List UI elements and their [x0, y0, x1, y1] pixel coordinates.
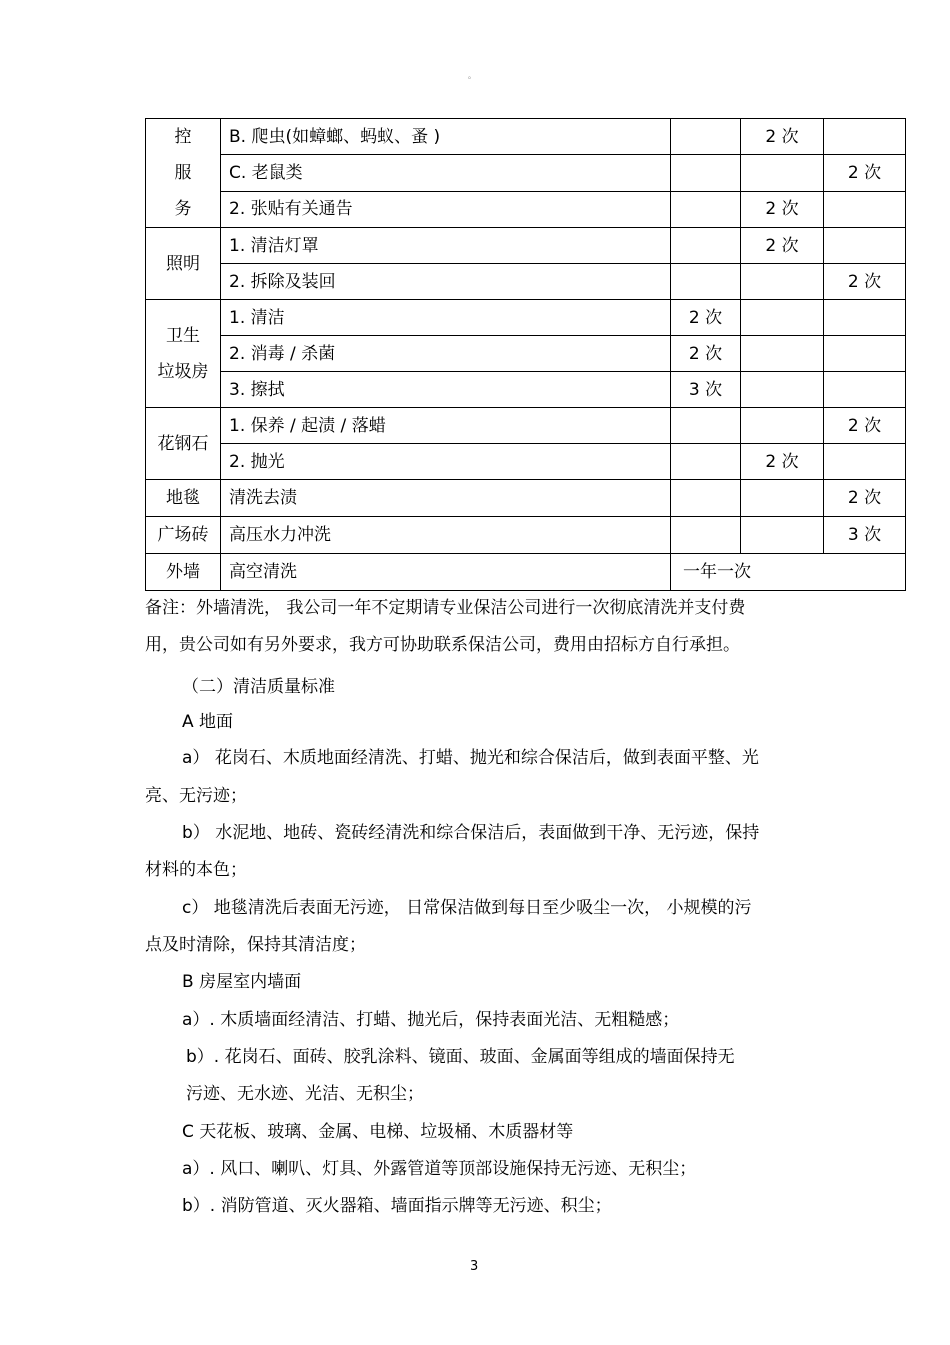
count-cell: [741, 300, 824, 336]
item-cell: 1. 清洁灯罩: [221, 228, 671, 264]
note-line-1: 备注：外墙清洗， 我公司一年不定期请专业保洁公司进行一次彻底清洗并支付费: [145, 598, 746, 618]
cleaning-schedule-table: [145, 118, 906, 591]
page-number: 3: [470, 1259, 479, 1274]
count-cell: 2 次: [671, 336, 741, 372]
count-cell: [671, 119, 741, 155]
count-cell: 2 次: [671, 300, 741, 336]
category-cell: 广场砖: [146, 517, 221, 554]
count-cell: [671, 444, 741, 480]
para-Bb1: b）. 花岗石、面砖、胶乳涂料、镜面、玻面、金属面等组成的墙面保持无: [186, 1047, 735, 1067]
category-label: 控 服 务: [174, 127, 192, 219]
category-label: 卫生 垃圾房: [157, 325, 209, 382]
table-row: [146, 336, 906, 372]
count-cell: 2 次: [824, 480, 906, 517]
count-cell: 2 次: [741, 228, 824, 264]
count-cell: [671, 264, 741, 300]
item-cell: C. 老鼠类: [221, 155, 671, 191]
category-cell: 照明: [146, 228, 221, 300]
count-cell: [671, 408, 741, 444]
table-row: [146, 264, 906, 300]
count-cell: 2 次: [824, 155, 906, 191]
count-cell: [824, 119, 906, 155]
table-row: [146, 228, 906, 264]
para-b1: b） 水泥地、地砖、瓷砖经清洗和综合保洁后，表面做到干净、无污迹，保持: [182, 823, 760, 843]
count-cell: [671, 517, 741, 554]
header-mark: 。: [468, 71, 476, 80]
count-cell: [824, 444, 906, 480]
count-cell: [671, 155, 741, 191]
para-Ca: a）. 风口、喇叭、灯具、外露管道等顶部设施保持无污迹、无积尘；: [182, 1159, 697, 1179]
category-cell: 花钢石: [146, 408, 221, 480]
item-cell: 清洗去渍: [221, 480, 671, 517]
count-cell: 2 次: [824, 408, 906, 444]
item-cell: 2. 抛光: [221, 444, 671, 480]
para-c1: c） 地毯清洗后表面无污迹， 日常保洁做到每日至少吸尘一次， 小规模的污: [182, 898, 752, 918]
count-cell: [671, 480, 741, 517]
count-cell: [671, 191, 741, 227]
table-row: [146, 300, 906, 336]
item-cell: 3. 擦拭: [221, 372, 671, 408]
item-cell: 1. 清洁: [221, 300, 671, 336]
table-row: [146, 517, 906, 554]
para-a1: a） 花岗石、木质地面经清洗、打蜡、抛光和综合保洁后，做到表面平整、光: [182, 748, 759, 768]
merged-count-cell: 一年一次: [671, 554, 906, 591]
para-c2: 点及时清除，保持其清洁度；: [145, 935, 366, 955]
count-cell: [824, 372, 906, 408]
para-Cb: b）. 消防管道、灭火器箱、墙面指示牌等无污迹、积尘；: [182, 1196, 612, 1216]
item-cell: 2. 消毒 / 杀菌: [221, 336, 671, 372]
count-cell: [824, 191, 906, 227]
count-cell: [741, 155, 824, 191]
count-cell: [824, 336, 906, 372]
category-cell: 外墙: [146, 554, 221, 591]
para-a2: 亮、无污迹；: [145, 786, 247, 806]
count-cell: [671, 228, 741, 264]
count-cell: [741, 264, 824, 300]
item-cell: 2. 张贴有关通告: [221, 191, 671, 227]
count-cell: 2 次: [741, 444, 824, 480]
para-Ba: a）. 木质墙面经清洁、打蜡、抛光后，保持表面光洁、无粗糙感；: [182, 1010, 680, 1030]
table-row: [146, 191, 906, 227]
count-cell: 3 次: [824, 517, 906, 554]
count-cell: [741, 408, 824, 444]
para-b2: 材料的本色；: [145, 860, 247, 880]
table-row: [146, 480, 906, 517]
category-cell: [146, 119, 221, 228]
count-cell: 2 次: [824, 264, 906, 300]
item-cell: 1. 保养 / 起渍 / 落蜡: [221, 408, 671, 444]
count-cell: [741, 372, 824, 408]
item-cell: 高空清洗: [221, 554, 671, 591]
table-row: [146, 554, 906, 591]
table-row: [146, 444, 906, 480]
count-cell: 2 次: [741, 191, 824, 227]
item-cell: 高压水力冲洗: [221, 517, 671, 554]
count-cell: [741, 517, 824, 554]
count-cell: [741, 480, 824, 517]
para-Bb2: 污迹、无水迹、光洁、无积尘；: [186, 1084, 424, 1104]
count-cell: 3 次: [671, 372, 741, 408]
table-row: [146, 119, 906, 155]
note-line-2: 用，贵公司如有另外要求，我方可协助联系保洁公司，费用由招标方自行承担。: [145, 635, 740, 655]
count-cell: 2 次: [741, 119, 824, 155]
heading-c: C 天花板、玻璃、金属、电梯、垃圾桶、木质器材等: [182, 1122, 574, 1142]
count-cell: [824, 228, 906, 264]
count-cell: [824, 300, 906, 336]
heading-a: A 地面: [182, 712, 234, 732]
item-cell: 2. 拆除及装回: [221, 264, 671, 300]
heading-b: B 房屋室内墙面: [182, 972, 302, 992]
table-row: [146, 408, 906, 444]
table-row: [146, 372, 906, 408]
table-row: [146, 155, 906, 191]
category-cell: 地毯: [146, 480, 221, 517]
item-cell: B. 爬虫(如蟑螂、蚂蚁、蚤 ): [221, 119, 671, 155]
category-cell: [146, 300, 221, 408]
count-cell: [741, 336, 824, 372]
section-title: （二）清洁质量标准: [182, 677, 335, 697]
